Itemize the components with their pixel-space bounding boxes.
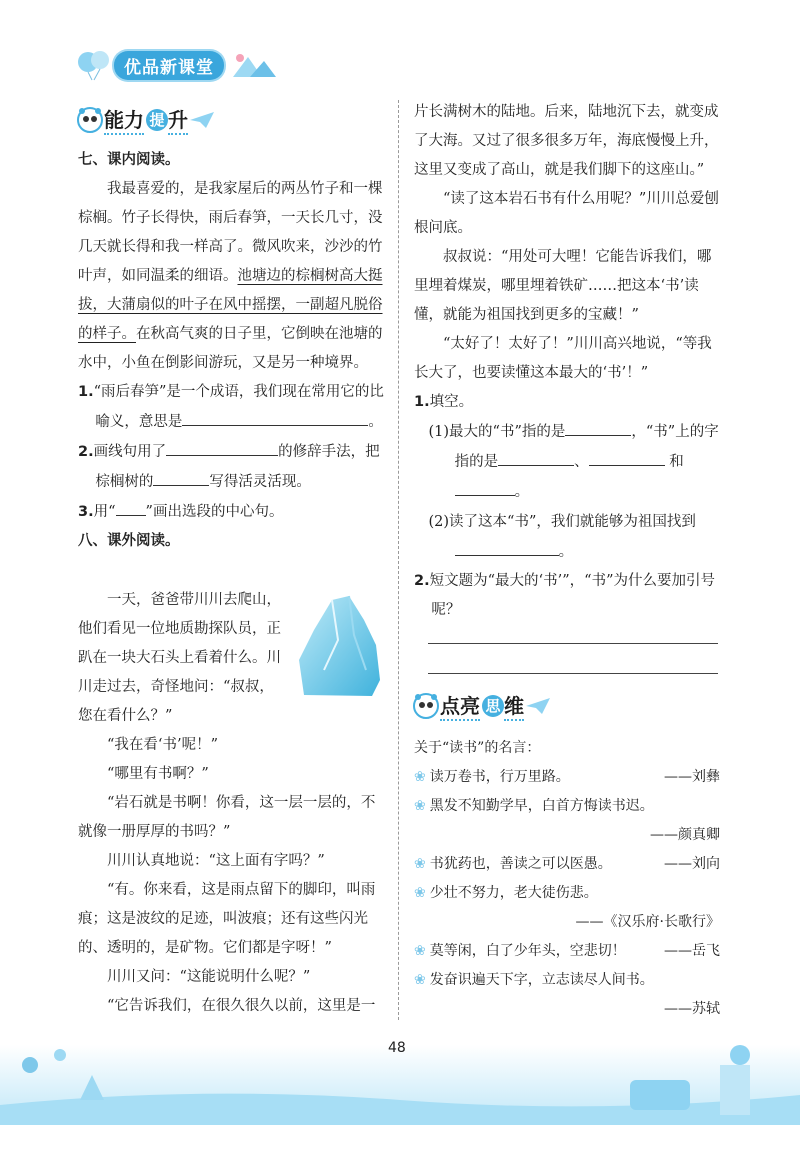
balloon-icon — [74, 49, 114, 81]
r-q1-number: 1. — [414, 394, 430, 410]
flower-icon: ❀ — [414, 943, 426, 959]
section-heading-thinking — [412, 690, 552, 721]
section-title-a: 能力 — [104, 104, 144, 135]
q3-underline-sample — [116, 497, 146, 516]
quote-author: ——刘彝 — [664, 769, 720, 785]
panda-icon-2 — [412, 692, 440, 720]
story-continued-1: 片长满树木的陆地。后来，陆地沉下去，就变成了大海。又过了很多很多万年，海底慢慢上升，这里又变成了高山，就是我们脚下的这座山。” — [414, 104, 719, 178]
paper-plane-icon — [188, 110, 216, 130]
flower-icon: ❀ — [414, 798, 426, 814]
r-q1-2-text-a: (2)读了这本“书”，我们就能够为祖国找到 — [428, 514, 696, 530]
section-heading-ability — [76, 104, 216, 135]
r-q1-1-text-e: 。 — [514, 484, 530, 500]
r-q1-1-blank-1[interactable] — [565, 417, 631, 436]
r-q2-number: 2. — [414, 573, 430, 589]
r-q1-2-text-b: 。 — [558, 544, 574, 560]
flower-icon: ❀ — [414, 885, 426, 901]
q2-text-b: 的修辞手法，把棕榈树的 — [95, 444, 380, 490]
q2-answer-blank-2[interactable] — [153, 467, 209, 486]
quote-row — [414, 966, 720, 995]
quote-row — [414, 937, 720, 966]
story-continued-4: “太好了！太好了！”川川高兴地说，“等我长大了，也要读懂这本最大的‘书’！” — [414, 336, 712, 381]
quote-author: ——苏轼 — [664, 1001, 720, 1017]
q3-number: 3. — [78, 504, 94, 520]
q3-text-a: 用“ — [93, 504, 116, 520]
section2-title-a: 点亮 — [440, 690, 480, 721]
underlined-sentence: 池塘边的棕榈树高大挺拔，大蒲扇似的叶子在风中摇摆，一副超凡脱俗的样子。 — [78, 268, 383, 342]
r-q1-1-text-a: (1)最大的“书”指的是 — [428, 424, 566, 440]
right-column — [414, 98, 720, 625]
quote-author: ——《汉乐府·长歌行》 — [575, 914, 720, 930]
r-q1-1-text-d: 和 — [669, 454, 684, 470]
story-para-5: 川川认真地说：“这上面有字吗？” — [107, 853, 325, 869]
quote-author-line — [414, 821, 720, 850]
quotes-block — [414, 734, 720, 1024]
story-continued-3: 叔叔说：“用处可大哩！它能告诉我们，哪里埋着煤炭，哪里埋着铁矿……把这本‘书’读懂，就能为祖国找到更多的宝藏！” — [414, 249, 712, 323]
section2-title-b: 思 — [482, 695, 504, 717]
page-number: 48 — [388, 1040, 406, 1056]
quote-row — [414, 792, 720, 821]
r-question-1-2 — [414, 507, 720, 567]
section-title-c: 升 — [168, 104, 188, 135]
story-para-8: “它告诉我们，在很久很久以前，这里是一 — [107, 998, 376, 1014]
r-q1-1-text-b: ，“书”上的字指的是 — [454, 424, 719, 470]
panda-icon — [76, 106, 104, 134]
story-para-1: 一天，爸爸带川川去爬山，他们看见一位地质勘探队员，正趴在一块大石头上看着什么。川川走过去，奇怪地问：“叔叔，您在看什么？” — [78, 592, 281, 724]
r-q2-text: 短文题为“最大的‘书’”，“书”为什么要加引号呢？ — [429, 573, 715, 618]
q1-end: 。 — [368, 414, 383, 430]
q2-text-a: 画线句用了 — [93, 444, 167, 460]
quote-author: ——颜真卿 — [650, 827, 720, 843]
r-question-2 — [414, 567, 720, 625]
section-8-heading: 八、课外阅读。 — [78, 533, 180, 549]
passage-1-text-b: 在秋高气爽的日子里，它倒映在池塘的水中，小鱼在倒影间游玩，又是另一种境界。 — [78, 326, 383, 371]
quote-row — [414, 879, 720, 908]
r-question-1-1 — [414, 417, 720, 507]
flower-icon: ❀ — [414, 972, 426, 988]
r-q1-text: 填空。 — [429, 394, 474, 410]
story-para-7: 川川又问：“这能说明什么呢？” — [107, 969, 311, 985]
r-q1-1-blank-2[interactable] — [498, 447, 574, 466]
q2-text-c: 写得活灵活现。 — [209, 474, 311, 490]
passage-1-text-a: 我最喜爱的，是我家屋后的两丛竹子和一棵棕榈。竹子长得快，雨后春笋，一天长几寸，没几天就长得和我一样高了。微风吹来，沙沙的竹叶声，如同温柔的细语。 — [78, 181, 383, 284]
quote-row — [414, 763, 720, 792]
question-2 — [78, 437, 384, 497]
section2-title-c: 维 — [504, 690, 524, 721]
q2-number: 2. — [78, 444, 94, 460]
quote-text: 书犹药也，善读之可以医愚。 — [429, 856, 612, 872]
brand-title: 优品新课堂 — [114, 51, 224, 80]
story-para-2: “我在看‘书’呢！” — [107, 737, 219, 753]
section-7-heading: 七、课内阅读。 — [78, 152, 180, 168]
r-q1-1-text-c: 、 — [574, 454, 589, 470]
passage-1 — [78, 175, 384, 378]
story-para-3: “哪里有书啊？” — [107, 766, 209, 782]
rock-image — [294, 590, 384, 700]
flower-icon: ❀ — [414, 856, 426, 872]
paper-plane-icon-2 — [524, 696, 552, 716]
flower-icon: ❀ — [414, 769, 426, 785]
quote-text: 发奋识遍天下字，立志读尽人间书。 — [429, 972, 654, 988]
quote-text: 莫等闲，白了少年头，空悲切！ — [429, 943, 626, 959]
q2-answer-blank-1[interactable] — [166, 437, 278, 456]
answer-line-2[interactable] — [428, 673, 718, 674]
r-question-1 — [414, 388, 720, 417]
quote-author-line — [414, 908, 720, 937]
quotes-intro: 关于“读书”的名言： — [414, 740, 541, 756]
quote-text: 黑发不知勤学早，白首方悔读书迟。 — [429, 798, 654, 814]
r-q1-1-blank-4[interactable] — [455, 477, 515, 496]
question-3 — [78, 497, 384, 527]
quote-text: 读万卷书，行万里路。 — [429, 769, 570, 785]
q3-text-b: ”画出选段的中心句。 — [145, 504, 284, 520]
r-q1-1-blank-3[interactable] — [589, 447, 665, 466]
quote-author: ——岳飞 — [664, 943, 720, 959]
answer-line-1[interactable] — [428, 643, 718, 644]
quote-author: ——刘向 — [664, 856, 720, 872]
q1-answer-blank[interactable] — [182, 407, 368, 426]
q1-text: “雨后春笋”是一个成语，我们现在常用它的比喻义，意思是 — [93, 384, 384, 430]
quote-author-line — [414, 995, 720, 1024]
brand-header — [74, 50, 278, 80]
left-column — [78, 146, 384, 556]
section-title-b: 提 — [146, 109, 168, 131]
story-column-left — [78, 586, 384, 1021]
column-divider — [398, 100, 399, 1020]
r-q1-2-blank[interactable] — [455, 537, 559, 556]
story-para-4: “岩石就是书啊！你看，这一层一层的，不就像一册厚厚的书吗？” — [78, 795, 376, 840]
mountain-icon — [228, 49, 278, 81]
story-continued-2: “读了这本岩石书有什么用呢？”川川总爱刨根问底。 — [414, 191, 719, 236]
quote-row — [414, 850, 720, 879]
q1-number: 1. — [78, 384, 94, 400]
quote-text: 少壮不努力，老大徒伤悲。 — [429, 885, 598, 901]
question-1 — [78, 378, 384, 437]
story-para-6: “有。你来看，这是雨点留下的脚印，叫雨痕；这是波纹的足迹，叫波痕；还有这些闪光的、透明的，是矿物。它们都是字呀！” — [78, 882, 376, 956]
